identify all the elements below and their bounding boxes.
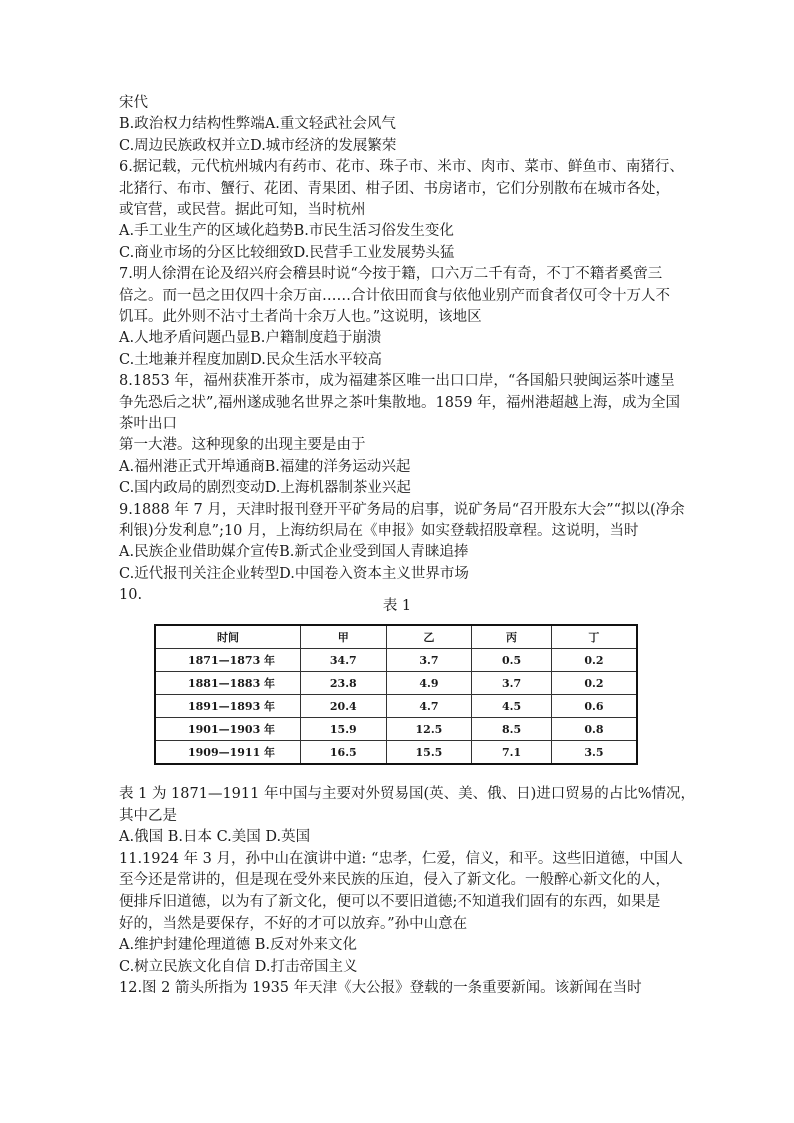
value-cell: 3.5 bbox=[551, 741, 637, 765]
value-cell: 0.2 bbox=[551, 672, 637, 695]
text-line: 9.1888 年 7 月，天津时报刊登开平矿务局的启事，说矿务局“召开股东大会”“拟以(净余 bbox=[119, 501, 685, 518]
text-line: 宋代 bbox=[119, 95, 148, 111]
text-line: B.政治权力结构性弊端A.重文轻武社会风气 bbox=[119, 116, 396, 133]
table-row bbox=[155, 718, 637, 741]
table-row bbox=[155, 672, 637, 695]
text-line: 至今还是常讲的，但是现在受外来民族的压迫，侵入了新文化。一般醉心新文化的人， bbox=[119, 872, 670, 889]
text-line: A.维护封建伦理道德 B.反对外来文化 bbox=[119, 937, 357, 954]
text-line: 争先恐后之状”,福州遂成驰名世界之茶叶集散地。1859 年，福州港超越上海，成为全国 bbox=[119, 394, 681, 411]
text-line: 茶叶出口 bbox=[119, 416, 177, 432]
text-line: 8.1853 年，福州获准开茶市，成为福建茶区唯一出口口岸，“各国船只驶闽运茶叶遽呈 bbox=[119, 373, 675, 390]
text-line: 其中乙是 bbox=[119, 807, 177, 824]
text-line: 好的，当然是要保存，不好的才可以放弃。”孙中山意在 bbox=[119, 915, 468, 932]
value-cell: 8.5 bbox=[472, 718, 552, 741]
table-row bbox=[155, 695, 637, 718]
text-line: 10. bbox=[119, 587, 143, 604]
text-line: 表 1 为 1871—1911 年中国与主要对外贸易国(英、美、俄、日)进口贸易的占比%情况， bbox=[119, 786, 696, 802]
value-cell: 4.9 bbox=[386, 672, 472, 695]
text-line: C.树立民族文化自信 D.打击帝国主义 bbox=[119, 958, 358, 975]
period-cell: 1909—1911 年 bbox=[155, 741, 300, 765]
text-line: 倍之。而一邑之田仅四十余万亩……合计依田而食与依他业别产而食者仅可令十万人不 bbox=[119, 287, 670, 304]
table-header-cell: 甲 bbox=[300, 625, 386, 649]
value-cell: 0.6 bbox=[551, 695, 637, 718]
period-cell: 1901—1903 年 bbox=[155, 718, 300, 741]
value-cell: 0.8 bbox=[551, 718, 637, 741]
table-header-cell: 时间 bbox=[155, 625, 300, 649]
text-line: 7.明人徐渭在论及绍兴府会稽县时说“今按于籍，口六万二千有奇，不丁不籍者奚啻三 bbox=[119, 266, 663, 283]
text-line: 饥耳。此外则不沾寸土者尚十余万人也。”这说明，该地区 bbox=[119, 309, 482, 325]
value-cell: 4.7 bbox=[386, 695, 472, 718]
value-cell: 34.7 bbox=[300, 649, 386, 672]
table-row bbox=[155, 649, 637, 672]
table-header-row bbox=[155, 625, 637, 649]
value-cell: 3.7 bbox=[386, 649, 472, 672]
text-line: 便排斥旧道德，以为有了新文化，便可以不要旧道德;不知道我们固有的东西，如果是 bbox=[119, 894, 661, 910]
text-line: 北猪行、布市、蟹行、花团、青果团、柑子团、书房诸市，它们分别散布在城市各处， bbox=[119, 180, 670, 197]
text-line: 第一大港。这种现象的出现主要是由于 bbox=[119, 437, 366, 454]
value-cell: 4.5 bbox=[472, 695, 552, 718]
table-header-cell: 丙 bbox=[472, 625, 552, 649]
value-cell: 12.5 bbox=[386, 718, 472, 741]
text-line: 利银)分发利息”;10 月，上海纺织局在《申报》如实登载招股章程。这说明，当时 bbox=[119, 523, 639, 539]
text-line: A.民族企业借助媒介宣传B.新式企业受到国人青睐追捧 bbox=[119, 544, 469, 561]
table-caption: 表 1 bbox=[382, 598, 412, 614]
text-line: 或官营，或民营。据此可知，当时杭州 bbox=[119, 202, 366, 218]
table-row bbox=[155, 741, 637, 765]
text-line: C.土地兼并程度加剧D.民众生活水平较高 bbox=[119, 351, 382, 368]
table-body bbox=[155, 649, 637, 765]
value-cell: 15.9 bbox=[300, 718, 386, 741]
table-header-cell: 乙 bbox=[386, 625, 472, 649]
text-line: A.福州港正式开埠通商B.福建的洋务运动兴起 bbox=[119, 458, 411, 475]
text-line: A.手工业生产的区域化趋势B.市民生活习俗发生变化 bbox=[119, 223, 454, 240]
value-cell: 16.5 bbox=[300, 741, 386, 765]
text-line: A.人地矛盾问题凸显B.户籍制度趋于崩溃 bbox=[119, 330, 382, 347]
value-cell: 15.5 bbox=[386, 741, 472, 765]
period-cell: 1871—1873 年 bbox=[155, 649, 300, 672]
period-cell: 1891—1893 年 bbox=[155, 695, 300, 718]
value-cell: 23.8 bbox=[300, 672, 386, 695]
value-cell: 7.1 bbox=[472, 741, 552, 765]
value-cell: 20.4 bbox=[300, 695, 386, 718]
value-cell: 3.7 bbox=[472, 672, 552, 695]
text-line: C.周边民族政权并立D.城市经济的发展繁荣 bbox=[119, 137, 397, 154]
table-header-cell: 丁 bbox=[551, 625, 637, 649]
value-cell: 0.5 bbox=[472, 649, 552, 672]
text-line: 12.图 2 箭头所指为 1935 年天津《大公报》登载的一条重要新闻。该新闻在当时 bbox=[119, 980, 642, 997]
text-line: C.近代报刊关注企业转型D.中国卷入资本主义世界市场 bbox=[119, 565, 469, 582]
text-line: 6.据记载，元代杭州城内有药市、花市、珠子市、米市、肉市、菜市、鲜鱼市、南猪行、 bbox=[119, 159, 684, 176]
period-cell: 1881—1883 年 bbox=[155, 672, 300, 695]
import-trade-table bbox=[154, 624, 638, 765]
text-line: 11.1924 年 3 月，孙中山在演讲中道: “忠孝，仁爱，信义，和平。这些旧道德，中国人 bbox=[119, 850, 683, 867]
value-cell: 0.2 bbox=[551, 649, 637, 672]
text-line: C.商业市场的分区比较细致D.民营手工业发展势头猛 bbox=[119, 244, 455, 261]
text-line: C.国内政局的剧烈变动D.上海机器制茶业兴起 bbox=[119, 480, 411, 497]
text-line: A.俄国 B.日本 C.美国 D.英国 bbox=[119, 829, 311, 846]
